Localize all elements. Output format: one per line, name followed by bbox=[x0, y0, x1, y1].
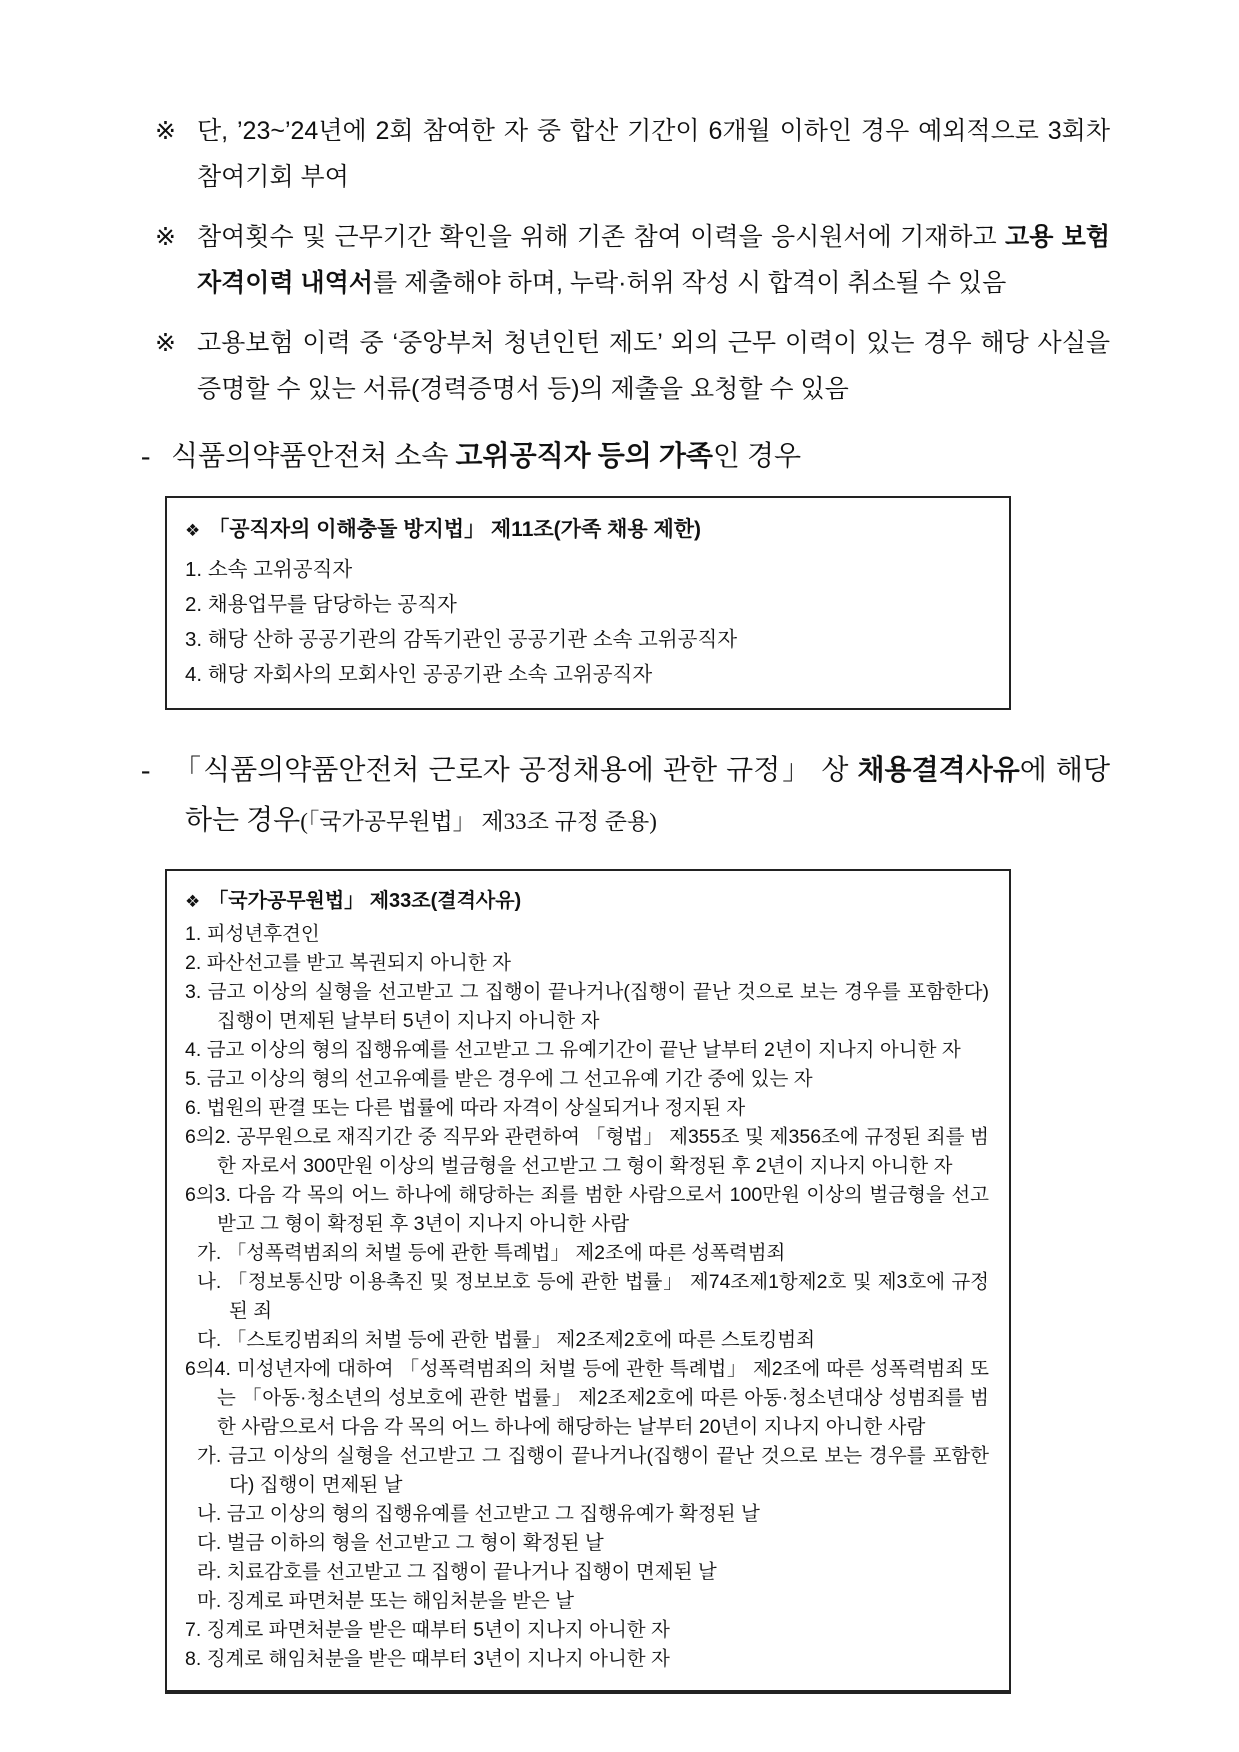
reference-mark-icon: ※ bbox=[155, 117, 176, 145]
dash-marker: - bbox=[141, 441, 151, 472]
law-title-text: 「공직자의 이해충돌 방지법」 제11조(가족 채용 제한) bbox=[208, 518, 702, 541]
diamond-bullet-icon: ❖ bbox=[185, 892, 201, 911]
dash-item-family bbox=[141, 432, 1110, 482]
law-subitem: 라. 치료감호를 선고받고 그 집행이 끝나거나 집행이 면제된 날 bbox=[197, 1561, 717, 1583]
law-item: 6. 법원의 판결 또는 다른 법률에 따라 자격이 상실되거나 정지된 자 bbox=[185, 1097, 746, 1119]
law-item: 6의3. 다음 각 목의 어느 하나에 해당하는 죄를 범한 사람으로서 100만원 이상의 벌금형을 선고받고 그 형이 확정된 후 3년이 지나지 아니한 사람 bbox=[185, 1184, 989, 1235]
dash-text: 「식품의약품안전처 근로자 공정채용에 관한 규정」 상 채용결격사유에 해당하는 경우(「국가공무원법」 제33조 규정 준용) bbox=[171, 755, 1110, 836]
law-box-state-officials-act bbox=[165, 869, 1011, 1694]
law-subitem: 나. 금고 이상의 형의 집행유예를 선고받고 그 집행유예가 확정된 날 bbox=[197, 1503, 760, 1525]
law-item: 1. 피성년후견인 bbox=[185, 923, 320, 945]
law-box-title bbox=[185, 512, 989, 548]
law-item: 8. 징계로 해임처분을 받은 때부터 3년이 지나지 아니한 자 bbox=[185, 1648, 670, 1670]
law-item: 7. 징계로 파면처분을 받은 때부터 5년이 지나지 아니한 자 bbox=[185, 1619, 670, 1641]
law-item: 3. 금고 이상의 실형을 선고받고 그 집행이 끝나거나(집행이 끝난 것으로 보는 경우를 포함한다) 집행이 면제된 날부터 5년이 지나지 아니한 자 bbox=[185, 981, 989, 1032]
law-box-conflict-of-interest bbox=[165, 496, 1011, 710]
law-item: 1. 소속 고위공직자 bbox=[185, 558, 353, 581]
law-title-text: 「국가공무원법」 제33조(결격사유) bbox=[208, 890, 522, 912]
law-subitem: 마. 징계로 파면처분 또는 해임처분을 받은 날 bbox=[197, 1590, 575, 1612]
note-item-2 bbox=[155, 214, 1110, 306]
bold-phrase: 채용결격사유 bbox=[857, 755, 1020, 786]
dash-text: 식품의약품안전처 소속 고위공직자 등의 가족인 경우 bbox=[171, 441, 802, 472]
law-item: 4. 해당 자회사의 모회사인 공공기관 소속 고위공직자 bbox=[185, 663, 653, 686]
law-item: 3. 해당 산하 공공기관의 감독기관인 공공기관 소속 고위공직자 bbox=[185, 628, 738, 651]
note-item-1 bbox=[155, 108, 1110, 200]
note-item-3 bbox=[155, 320, 1110, 412]
law-item: 4. 금고 이상의 형의 집행유예를 선고받고 그 유예기간이 끝난 날부터 2년이 지나지 아니한 자 bbox=[185, 1039, 961, 1061]
parenthetical-note: (「국가공무원법」 제33조 규정 준용) bbox=[300, 809, 657, 834]
bold-phrase: 고위공직자 등의 가족 bbox=[455, 441, 713, 472]
dash-marker: - bbox=[141, 755, 151, 786]
law-item: 5. 금고 이상의 형의 선고유예를 받은 경우에 그 선고유예 기간 중에 있는 자 bbox=[185, 1068, 813, 1090]
reference-mark-icon: ※ bbox=[155, 223, 176, 251]
law-subitem: 가. 금고 이상의 실형을 선고받고 그 집행이 끝나거나(집행이 끝난 것으로 보는 경우를 포함한다) 집행이 면제된 날 bbox=[197, 1445, 989, 1496]
note-text: 고용보험 이력 중 ‘중앙부처 청년인턴 제도’ 외의 근무 이력이 있는 경우 해당 사실을 증명할 수 있는 서류(경력증명서 등)의 제출을 요청할 수 있음 bbox=[197, 329, 1110, 403]
dash-item-disqualification bbox=[141, 746, 1110, 847]
law-subitem: 다. 벌금 이하의 형을 선고받고 그 형이 확정된 날 bbox=[197, 1532, 604, 1554]
note-text: 단, ’23~’24년에 2회 참여한 자 중 합산 기간이 6개월 이하인 경우 예외적으로 3회차 참여기회 부여 bbox=[197, 117, 1110, 191]
note-text: 참여횟수 및 근무기간 확인을 위해 기존 참여 이력을 응시원서에 기재하고 고용 보험 자격이력 내역서를 제출해야 하며, 누락·허위 작성 시 합격이 취소될 수 있음 bbox=[197, 223, 1111, 297]
law-item: 2. 채용업무를 담당하는 공직자 bbox=[185, 593, 457, 616]
law-subitem: 가. 「성폭력범죄의 처벌 등에 관한 특례법」 제2조에 따른 성폭력범죄 bbox=[197, 1242, 786, 1264]
bold-phrase: 고용 보험 자격이력 내역서 bbox=[197, 223, 1111, 297]
law-box-title bbox=[185, 885, 989, 918]
law-subitem: 나. 「정보통신망 이용촉진 및 정보보호 등에 관한 법률」 제74조제1항제2호 및 제3호에 규정된 죄 bbox=[197, 1271, 990, 1322]
law-subitem: 다. 「스토킹범죄의 처벌 등에 관한 법률」 제2조제2호에 따른 스토킹범죄 bbox=[197, 1329, 816, 1351]
diamond-bullet-icon: ❖ bbox=[185, 521, 201, 540]
law-item: 2. 파산선고를 받고 복권되지 아니한 자 bbox=[185, 952, 511, 974]
law-item: 6의4. 미성년자에 대하여 「성폭력범죄의 처벌 등에 관한 특례법」 제2조에 따른 성폭력범죄 또는 「아동·청소년의 성보호에 관한 법률」 제2조제2호에 따른 아동·청소년대상 성범죄를 범한 사람으로서 다음 각 목의 어느 하나에 해당하는 날부터 20년이 지나지 아니한 사람 bbox=[185, 1358, 989, 1438]
law-item: 6의2. 공무원으로 재직기간 중 직무와 관련하여 「형법」 제355조 및 제356조에 규정된 죄를 범한 자로서 300만원 이상의 벌금형을 선고받고 그 형이 확정된 후 2년이 지나지 아니한 자 bbox=[185, 1126, 989, 1177]
reference-mark-icon: ※ bbox=[155, 329, 176, 357]
